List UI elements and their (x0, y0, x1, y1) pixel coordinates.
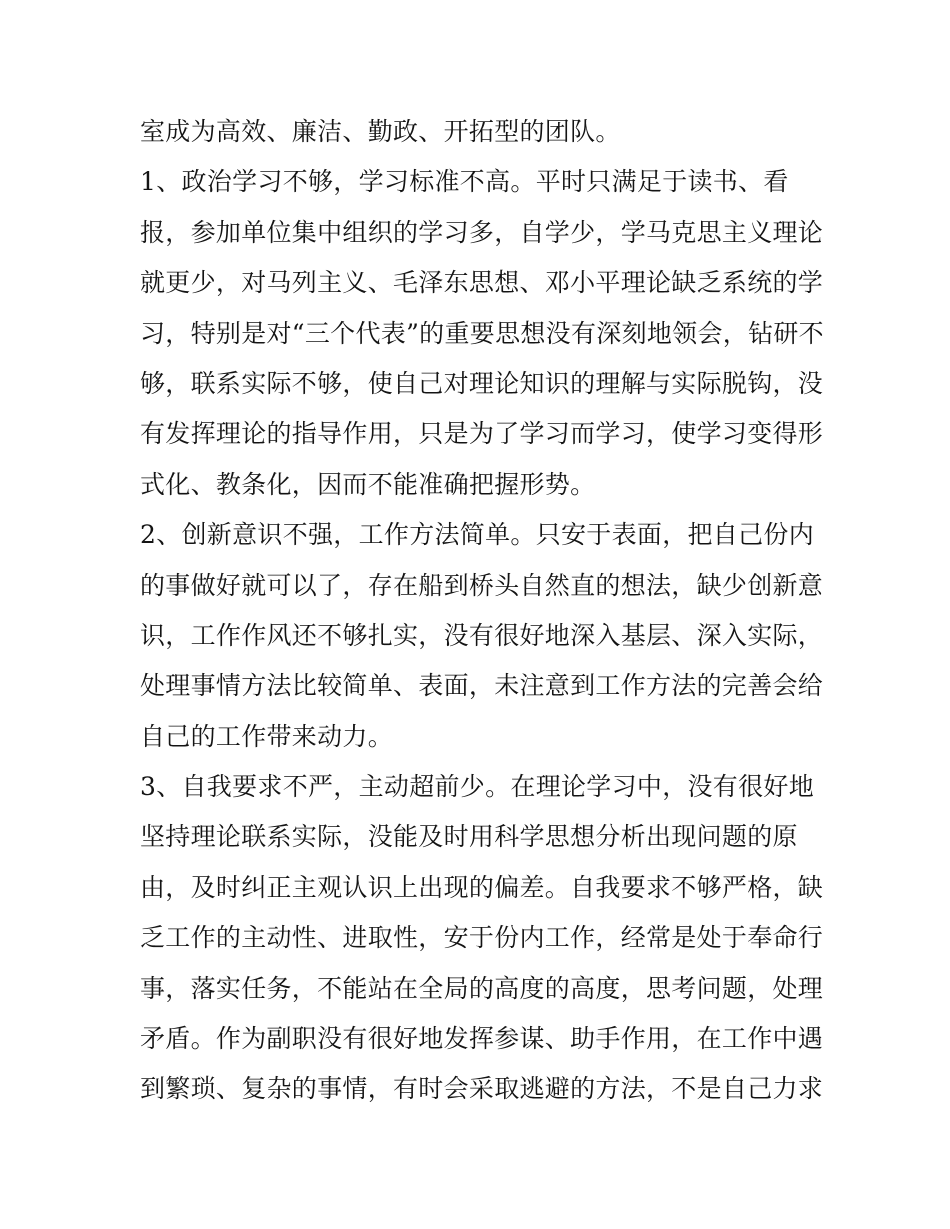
text-line: 事，落实任务，不能站在全局的高度的高度，思考问题，处理 (140, 973, 824, 1003)
text-line: 到繁琐、复杂的事情，有时会采取逃避的方法，不是自己力求 (140, 1074, 824, 1104)
text-line: 习，特别是对“三个代表”的重要思想没有深刻地领会，钻研不 (140, 318, 824, 348)
text-line: 有发挥理论的指导作用，只是为了学习而学习，使学习变得形 (140, 419, 824, 449)
text-line: 就更少，对马列主义、毛泽东思想、邓小平理论缺乏系统的学 (140, 268, 824, 298)
text-line: 坚持理论联系实际，没能及时用科学思想分析出现问题的原 (140, 822, 798, 852)
text-line: 3、自我要求不严，主动超前少。在理论学习中，没有很好地 (140, 772, 815, 802)
text-line: 自己的工作带来动力。 (140, 721, 394, 751)
text-line: 式化、教条化，因而不能准确把握形势。 (140, 469, 596, 499)
text-line: 2、创新意识不强，工作方法简单。只安于表面，把自己份内 (140, 520, 815, 550)
text-line: 够，联系实际不够，使自己对理论知识的理解与实际脱钩，没 (140, 368, 824, 398)
text-line: 室成为高效、廉洁、勤政、开拓型的团队。 (140, 117, 621, 146)
text-line: 的事做好就可以了，存在船到桥头自然直的想法，缺少创新意 (140, 570, 824, 600)
text-line: 识，工作作风还不够扎实，没有很好地深入基层、深入实际， (140, 620, 824, 650)
text-line: 报，参加单位集中组织的学习多，自学少，学马克思主义理论 (140, 217, 824, 247)
text-line: 乏工作的主动性、进取性，安于份内工作，经常是处于奉命行 (140, 923, 824, 953)
text-line: 1、政治学习不够，学习标准不高。平时只满足于读书、看 (140, 167, 789, 197)
document-body (140, 107, 830, 1115)
text-line: 处理事情方法比较简单、表面，未注意到工作方法的完善会给 (140, 671, 824, 701)
text-line: 矛盾。作为副职没有很好地发挥参谋、助手作用，在工作中遇 (140, 1024, 824, 1054)
text-line: 由，及时纠正主观认识上出现的偏差。自我要求不够严格，缺 (140, 872, 824, 902)
